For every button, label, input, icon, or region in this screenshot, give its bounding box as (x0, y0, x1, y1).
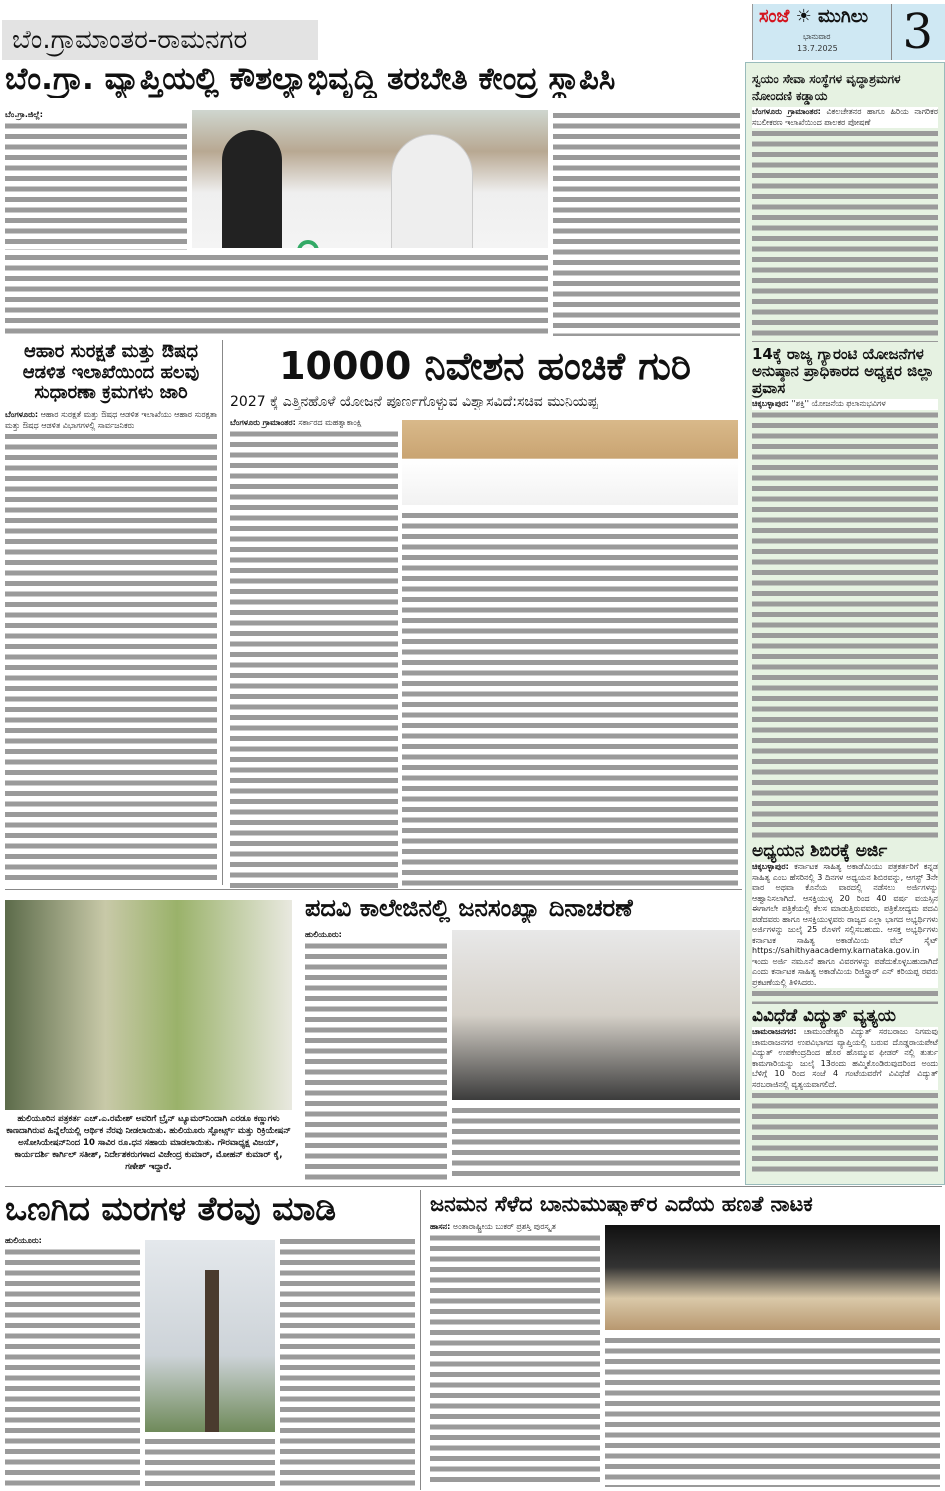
story4-photo (452, 930, 740, 1100)
sidebar-headline: ಅಧ್ಯಯನ ಶಿಬಿರಕ್ಕೆ ಅರ್ಜಿ (752, 841, 888, 861)
photo-caption: ಹುಲಿಯೂರಿನ ಪತ್ರಕರ್ತ ಎಚ್.ಎ.ರಮೇಶ್ ಅವರಿಗೆ ಬ್ರೈನ್ ಟ್ಯೂಮರ್‌ನಿಂದಾಗಿ ಎರಡೂ ಕಣ್ಣುಗಳು ಕಾಣದಾಗಿರುವ ಹಿನ್ನೆಲೆಯಲ್ಲಿ ಆರ್ಥಿಕ ನೆರವು ನೀಡಲಾಯಿತು. ಹುಲಿಯೂರು ಸ್ಪೋರ್ಟ್ಸ್ ಮತ್ತು ರಿಕ್ರಿಯೇಷನ್ ಅಸೋಸಿಯೇಷನ್‌ನಿಂದ 10 ಸಾವಿರ ರೂ.ಧನ ಸಹಾಯ ಮಾಡಲಾಯಿತು. ಗೌರವಾಧ್ಯಕ್ಷ ವಿಜಯ್, ಕಾರ್ಯದರ್ಶಿ ಕಾರ್ಗಿಲ್ ಸತೀಶ್, ನಿರ್ದೇಶಕರುಗಳಾದ ವಿಜೇಂದ್ರ ಕುಮಾರ್, ಮೋಹನ್ ಕುಮಾರ್ ಕೈ, ಗಣೇಶ್ ಇದ್ದಾರೆ. (6, 1114, 291, 1172)
story6-photo (605, 1225, 940, 1330)
sidebar-headline: ಸ್ವಯಂ ಸೇವಾ ಸಂಸ್ಥೆಗಳ ವೃದ್ಧಾಶ್ರಮಗಳ ನೋಂದಣಿ ಕಡ್ಡಾಯ (752, 72, 901, 103)
story1-body-right (553, 110, 740, 336)
story3-photo (402, 420, 738, 505)
lead: ಕರ್ನಾಟಕ ಸಾಹಿತ್ಯ ಅಕಾಡೆಮಿಯು ಪತ್ರಕರ್ತರಿಗೆ ಕನ್ನಡ ಸಾಹಿತ್ಯ ಎಂಬ ಹೆಸರಿನಲ್ಲಿ 3 ದಿನಗಳ ಅಧ್ಯಯನ ಶಿಬಿರವನ್ನು, ಆಗಸ್ಟ್ 3ನೇ ವಾರ ಅಥವಾ ಕೊನೆಯ ವಾರದಲ್ಲಿ ನಡೆಸಲು ಅರ್ಜಿಗಳನ್ನು ಆಹ್ವಾನಿಸಲಾಗಿದೆ. ಆಸಕ್ತಿಯುಳ್ಳ 20 ರಿಂದ 40 ವರ್ಷ ವಯಸ್ಸಿನ ಈಗಾಗಲೇ ಪತ್ರಿಕೆಯಲ್ಲಿ ಕೆಲಸ ಮಾಡುತ್ತಿರುವವರು, ಪತ್ರಿಕೋದ್ಯಮ ಪದವಿ ಪಡೆದವರು ಹಾಗೂ ಆಸಕ್ತಿಯುಳ್ಳವರು ರಾಜ್ಯದ ಎಲ್ಲಾ ಭಾಗದ ಅಭ್ಯರ್ಥಿಗಳು ಅರ್ಜಿಗಳನ್ನು ಜುಲೈ 25 ರೊಳಗೆ ಸಲ್ಲಿಸಬಹುದು. ಆಸಕ್ತ ಅಭ್ಯರ್ಥಿಗಳು ಕರ್ನಾಟಕ ಸಾಹಿತ್ಯ ಅಕಾಡೆಮಿಯ ವೆಬ್ ಸೈಟ್ https://sahithyaacademy.karnataka.gov.in ಇಂದು ಅರ್ಜಿ ನಮೂನೆ ಹಾಗೂ ವಿವರಗಳನ್ನು ಪಡೆದುಕೊಳ್ಳಬಹುದಾಗಿದೆ ಎಂದು ಕರ್ನಾಟಕ ಸಾಹಿತ್ಯ ಅಕಾಡೆಮಿಯ ರಿಜಿಸ್ಟ್ರಾರ್ ಎನ್ ಕರಿಯಪ್ಪ ರವರು ಪ್ರಕಟಣೆಯಲ್ಲಿ ತಿಳಿಸಿದರು. (752, 862, 938, 987)
logo-red: ಸಂಜೆ (759, 6, 790, 27)
story6-headline: ಜನಮನ ಸೆಳೆದ ಬಾನುಮುಷ್ತಾಕ್‌ರ ಎದೆಯ ಹಣತೆ ನಾಟಕ (430, 1192, 813, 1216)
lead: ಸರ್ಕಾರದ ಮಹತ್ವಾಕಾಂಕ್ಷಿ (298, 418, 362, 427)
dateline: ಹುಲಿಯೂರು: (5, 1236, 42, 1245)
day: ಭಾನುವಾರ (803, 32, 831, 41)
story2-body (5, 410, 217, 880)
dateline: ಚಿಕ್ಕಬಳ್ಳಾಪುರ: (752, 862, 789, 871)
dateline: ಹಾಸನ: (430, 1222, 451, 1231)
lead: ''ಶಕ್ತಿ'' ಯೋಜನೆಯ ಫಲಾನುಭವಿಗಳ (791, 399, 886, 408)
date: 13.7.2025 (797, 44, 838, 53)
masthead (752, 4, 945, 60)
story5-body (5, 1236, 140, 1486)
dateline: ಬೆಂಗಳೂರು ಗ್ರಾಮಾಂತರ: (230, 418, 296, 427)
story1-body-cols (5, 252, 548, 336)
sidebar-headline: 14ಕ್ಕೆ ರಾಜ್ಯ ಗ್ಯಾರಂಟಿ ಯೋಜನೆಗಳ ಅನುಷ್ಠಾನ ಪ್ರಾಧಿಕಾರದ ಅಧ್ಯಕ್ಷರ ಜಿಲ್ಲಾ ಪ್ರವಾಸ (752, 345, 935, 397)
story5-body-c (280, 1236, 415, 1486)
story4-body (305, 930, 447, 1180)
story1-headline: ಬೆಂ.ಗ್ರಾ. ವ್ಯಾಪ್ತಿಯಲ್ಲಿ ಕೌಶಲ್ಯಾಭಿವೃದ್ಧಿ ತರಬೇತಿ ಕೇಂದ್ರ ಸ್ಥಾಪಿಸಿ (5, 62, 616, 97)
story1-photo (192, 110, 548, 248)
page-number: 3 (891, 4, 933, 60)
story3-subheadline: 2027 ಕ್ಕೆ ಎತ್ತಿನಹೊಳೆ ಯೋಜನೆ ಪೂರ್ಣಗೊಳ್ಳುವ ವಿಶ್ವಾಸವಿದೆ:ಸಚಿವ ಮುನಿಯಪ್ಪ (230, 394, 598, 410)
dateline: ಬೆಂಗಳೂರು ಗ್ರಾಮಾಂತರ: (752, 107, 821, 116)
section-title: ಬೆಂ.ಗ್ರಾಮಾಂತರ-ರಾಮನಗರ (2, 20, 318, 60)
story3-body (230, 418, 398, 888)
sidebar (745, 62, 945, 1185)
story3-headline: 10000 ನಿವೇಶನ ಹಂಚಿಕೆ ಗುರಿ (279, 345, 691, 388)
lead: ಅಂತಾರಾಷ್ಟ್ರೀಯ ಬುಕರ್ ಪ್ರಶಸ್ತಿ ಪುರಸ್ಕೃತ (452, 1222, 556, 1231)
dateline: ಚಿಕ್ಕಬಳ್ಳಾಪುರ: (752, 399, 789, 408)
story1-body (5, 110, 187, 250)
donation-photo (5, 900, 292, 1110)
story6-body (430, 1222, 600, 1487)
story4-headline: ಪದವಿ ಕಾಲೇಜಿನಲ್ಲಿ ಜನಸಂಖ್ಯಾ ದಿನಾಚರಣೆ (305, 895, 633, 922)
dateline: ಬೆಂಗಳೂರು: (5, 410, 39, 419)
lead: ಆಹಾರ ಸುರಕ್ಷತೆ ಮತ್ತು ಔಷಧ ಆಡಳಿತ ಇಲಾಖೆಯು ಆಹಾರ ಸುರಕ್ಷತಾ ಮತ್ತು ಔಷಧ ಆಡಳಿತ ವಿಭಾಗಗಳಲ್ಲಿ ಸಾರ್ವಜನಿಕರು (5, 410, 217, 430)
lead: ಚಾಮುಂಡೇಶ್ವರಿ ವಿದ್ಯುತ್ ಸರಬರಾಜು ನಿಗಮವು ಚಾಮರಾಜನಗರ ಉಪವಿಭಾಗದ ವ್ಯಾಪ್ತಿಯಲ್ಲಿ ಬರುವ ದೊಡ್ಡರಾಯಪೇಟೆ ವಿದ್ಯುತ್ ಉಪಕೇಂದ್ರದಿಂದ ಹೊರ ಹೊಮ್ಮುವ ಫೀಡರ್ ನಲ್ಲಿ ತುರ್ತು ಕಾಮಗಾರಿಯನ್ನು ಜುಲೈ 13ರಂದು ಹಮ್ಮಿಕೊಂಡಿರುವುದರಿಂದ ಅಂದು ಬೆಳಿಗ್ಗೆ 10 ರಿಂದ ಸಂಜೆ 4 ಗಂಟೆಯವರೆಗೆ ವಿವಿಧೆಡೆ ವಿದ್ಯುತ್ ಸರಬರಾಜಿನಲ್ಲಿ ವ್ಯತ್ಯಯವಾಗಲಿದೆ. (752, 1027, 938, 1089)
lead: ವಿಕಲಚೇತನರ ಹಾಗೂ ಹಿರಿಯ ನಾಗರಿಕರ ಸಬಲೀಕರಣ ಇಲಾಖೆಯಿಂದ ಪಾಲಕರ ಪೋಷಣೆ (752, 107, 938, 127)
story2-headline: ಆಹಾರ ಸುರಕ್ಷತೆ ಮತ್ತು ಔಷಧ ಆಡಳಿತ ಇಲಾಖೆಯಿಂದ ಹಲವು ಸುಧಾರಣಾ ಕ್ರಮಗಳು ಜಾರಿ (22, 342, 200, 404)
story5-body-b (145, 1436, 275, 1486)
story3-body-cols (402, 510, 738, 888)
story6-body-cols (605, 1335, 940, 1487)
dateline: ಬೆಂ.ಗ್ರಾ.ಜಿಲ್ಲೆ: (5, 110, 43, 119)
sidebar-headline: ವಿವಿಧೆಡೆ ವಿದ್ಯುತ್ ವ್ಯತ್ಯಯ (752, 1006, 896, 1026)
story5-headline: ಒಣಗಿದ ಮರಗಳ ತೆರವು ಮಾಡಿ (5, 1190, 337, 1228)
dateline: ಚಾಮರಾಜನಗರ: (752, 1027, 797, 1036)
story4-body-cols (452, 1105, 740, 1180)
dry-tree-photo (145, 1240, 275, 1432)
logo-black: ಮುಗಿಲು (818, 6, 869, 27)
logo: ಸಂಜೆ ☀ ಮುಗಿಲು (759, 6, 869, 27)
dateline: ಹುಲಿಯೂರು: (305, 930, 342, 939)
